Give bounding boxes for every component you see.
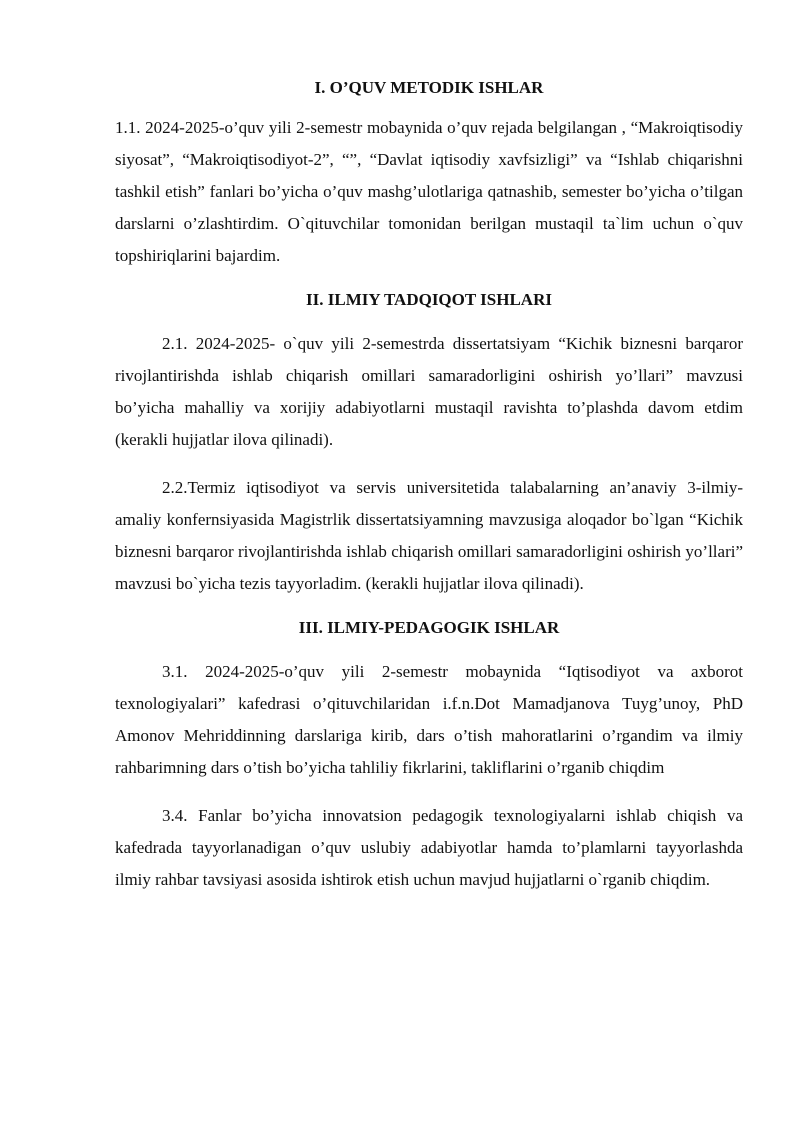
section-heading-ilmiy-tadqiqot: II. ILMIY TADQIQOT ISHLARI: [306, 290, 552, 309]
paragraph-3-1: 3.1. 2024-2025-o’quv yili 2-semestr mobaynida “Iqtisodiyot va axborot texnologiyalari” kafedrasi o’qituvchilaridan i.f.n.Dot Mamadjanova Tuyg’unoy, PhD Amonov Mehriddinning darslariga kirib, dars o’tish mahoratlarini o’rgandim va ilmiy rahbarimning dars o’tish bo’yicha tahliliy fikrlarini, takliflarini o’rganib chiqdim: [115, 662, 743, 777]
paragraph-3-4: 3.4. Fanlar bo’yicha innovatsion pedagogik texnologiyalarni ishlab chiqish va kafedrada tayyorlanadigan o’quv uslubiy adabiyotlar hamda to’plamlarni tayyorlashda ilmiy rahbar tavsiyasi asosida ishtirok etish uchun mavjud hujjatlarni o`rganib chiqdim.: [115, 806, 743, 889]
paragraph-2-1: 2.1. 2024-2025- o`quv yili 2-semestrda dissertatsiyam “Kichik biznesni barqaror rivojlantirishda ishlab chiqarish omillari samaradorligini oshirish yo’llari” mavzusi bo’yicha mahalliy va xorijiy adabiyotlarni mustaqil ravishta to’plashda davom etdim (kerakli hujjatlar ilova qilinadi).: [115, 334, 743, 449]
section-heading-oquv-metodik: I. O’QUV METODIK ISHLAR: [314, 78, 544, 97]
section-heading-ilmiy-pedagogik: III. ILMIY-PEDAGOGIK ISHLAR: [298, 618, 560, 637]
paragraph-2-2: 2.2.Termiz iqtisodiyot va servis universitetida talabalarning an’anaviy 3-ilmiy-amaliy konfernsiyasida Magistrlik dissertatsiyamning mavzusiga aloqador bo`lgan “Kichik biznesni barqaror rivojlantirishda ishlab chiqarish omillari samaradorligini oshirish yo’llari” mavzusi bo`yicha tezis tayyorladim. (kerakli hujjatlar ilova qilinadi).: [115, 478, 743, 593]
paragraph-1-1: 1.1. 2024-2025-o’quv yili 2-semestr mobaynida o’quv rejada belgilangan , “Makroiqtisodiy siyosat”, “Makroiqtisodiyot-2”, “”, “Davlat iqtisodiy xavfsizligi” va “Ishlab chiqarishni tashkil etish” fanlari bo’yicha o’quv mashg’ulotlariga qatnashib, semester bo’yicha o’tilgan darslarni o’zlashtirdim. O`qituvchilar tomonidan berilgan mustaqil ta`lim uchun o`quv topshiriqlarini bajardim.: [115, 118, 743, 265]
